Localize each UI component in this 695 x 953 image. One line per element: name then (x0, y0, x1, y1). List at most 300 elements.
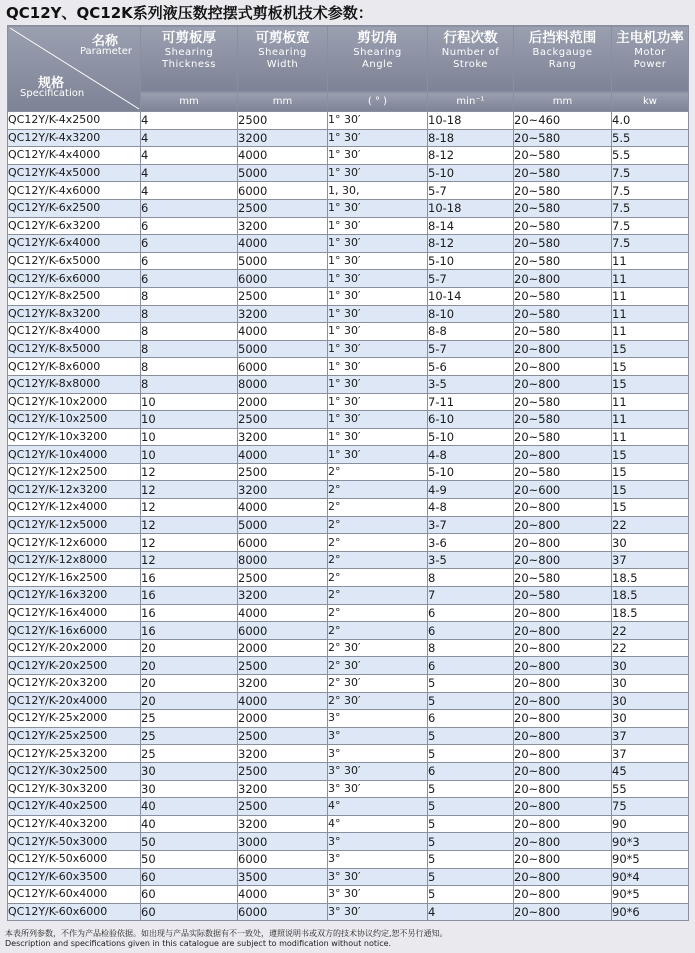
cell-stroke: 5 (428, 798, 514, 816)
table-row (8, 287, 689, 305)
cell-thickness: 6 (141, 270, 238, 288)
cell-width: 4000 (238, 323, 328, 341)
cell-width: 3200 (238, 217, 328, 235)
cell-angle: 2° (328, 499, 428, 517)
table-body (8, 112, 689, 921)
unit-angle: ( ° ) (328, 92, 428, 112)
cell-backgauge: 20~800 (514, 833, 612, 851)
cell-thickness: 4 (141, 112, 238, 130)
cell-stroke: 5 (428, 868, 514, 886)
cell-thickness: 10 (141, 446, 238, 464)
parameter-label-cn: 名称 (91, 34, 118, 49)
cell-thickness: 8 (141, 375, 238, 393)
spec-table (7, 25, 689, 921)
cell-thickness: 12 (141, 551, 238, 569)
cell-stroke: 7 (428, 587, 514, 605)
cell-thickness: 8 (141, 340, 238, 358)
cell-power: 15 (612, 358, 689, 376)
cell-angle: 1° 30′ (328, 323, 428, 341)
cell-angle: 2° (328, 604, 428, 622)
table-row (8, 112, 689, 130)
cell-stroke: 10-18 (428, 112, 514, 130)
cell-model: QC12Y/K-25x2500 (8, 727, 141, 745)
cell-width: 2500 (238, 411, 328, 429)
cell-backgauge: 20~800 (514, 446, 612, 464)
cell-power: 7.5 (612, 199, 689, 217)
cell-backgauge: 20~800 (514, 604, 612, 622)
cell-backgauge: 20~800 (514, 868, 612, 886)
cell-power: 90*3 (612, 833, 689, 851)
cell-backgauge: 20~800 (514, 727, 612, 745)
cell-angle: 1° 30′ (328, 428, 428, 446)
cell-thickness: 4 (141, 164, 238, 182)
cell-stroke: 8-12 (428, 235, 514, 253)
cell-backgauge: 20~580 (514, 393, 612, 411)
unit-width: mm (238, 92, 328, 112)
cell-width: 5000 (238, 252, 328, 270)
cell-width: 2500 (238, 727, 328, 745)
cell-stroke: 5-7 (428, 182, 514, 200)
cell-backgauge: 20~800 (514, 622, 612, 640)
cell-power: 15 (612, 463, 689, 481)
cell-angle: 3° 30′ (328, 886, 428, 904)
cell-backgauge: 20~580 (514, 323, 612, 341)
cell-width: 5000 (238, 516, 328, 534)
cell-width: 2000 (238, 639, 328, 657)
cell-model: QC12Y/K-4x6000 (8, 182, 141, 200)
cell-model: QC12Y/K-6x2500 (8, 199, 141, 217)
cell-width: 3200 (238, 587, 328, 605)
cell-stroke: 5 (428, 833, 514, 851)
cell-thickness: 20 (141, 657, 238, 675)
cell-power: 11 (612, 252, 689, 270)
cell-angle: 2° (328, 622, 428, 640)
unit-thickness: mm (141, 92, 238, 112)
specification-label-en: Specification (20, 88, 85, 99)
cell-angle: 3° (328, 745, 428, 763)
cell-backgauge: 20~580 (514, 287, 612, 305)
cell-thickness: 12 (141, 463, 238, 481)
cell-angle: 1° 30′ (328, 270, 428, 288)
cell-model: QC12Y/K-12x8000 (8, 551, 141, 569)
cell-width: 3500 (238, 868, 328, 886)
cell-power: 18.5 (612, 569, 689, 587)
cell-angle: 3° 30′ (328, 780, 428, 798)
cell-power: 11 (612, 287, 689, 305)
cell-width: 8000 (238, 375, 328, 393)
cell-model: QC12Y/K-20x2000 (8, 639, 141, 657)
table-row (8, 675, 689, 693)
cell-angle: 2° (328, 516, 428, 534)
cell-stroke: 10-14 (428, 287, 514, 305)
table-row (8, 516, 689, 534)
cell-stroke: 5-7 (428, 340, 514, 358)
table-row (8, 164, 689, 182)
cell-angle: 3° (328, 727, 428, 745)
cell-power: 11 (612, 411, 689, 429)
cell-width: 6000 (238, 270, 328, 288)
cell-angle: 1° 30′ (328, 340, 428, 358)
cell-stroke: 5-10 (428, 164, 514, 182)
cell-stroke: 3-7 (428, 516, 514, 534)
unit-backgauge: mm (514, 92, 612, 112)
cell-thickness: 12 (141, 481, 238, 499)
cell-stroke: 8-8 (428, 323, 514, 341)
cell-model: QC12Y/K-16x4000 (8, 604, 141, 622)
cell-model: QC12Y/K-8x6000 (8, 358, 141, 376)
cell-thickness: 60 (141, 903, 238, 921)
table-row (8, 903, 689, 921)
cell-width: 6000 (238, 358, 328, 376)
cell-stroke: 5 (428, 692, 514, 710)
cell-power: 22 (612, 622, 689, 640)
table-row (8, 147, 689, 165)
cell-model: QC12Y/K-60x4000 (8, 886, 141, 904)
cell-angle: 1° 30′ (328, 129, 428, 147)
table-row (8, 534, 689, 552)
cell-power: 7.5 (612, 182, 689, 200)
cell-angle: 3° 30′ (328, 762, 428, 780)
cell-thickness: 16 (141, 604, 238, 622)
cell-width: 4000 (238, 692, 328, 710)
cell-power: 37 (612, 727, 689, 745)
cell-angle: 1° 30′ (328, 411, 428, 429)
cell-stroke: 5 (428, 886, 514, 904)
cell-backgauge: 20~580 (514, 428, 612, 446)
diagonal-header-cell (8, 26, 141, 112)
cell-width: 4000 (238, 235, 328, 253)
cell-width: 3200 (238, 745, 328, 763)
cell-thickness: 8 (141, 287, 238, 305)
cell-angle: 3° (328, 833, 428, 851)
cell-stroke: 4-8 (428, 499, 514, 517)
table-row (8, 499, 689, 517)
cell-model: QC12Y/K-25x3200 (8, 745, 141, 763)
cell-width: 6000 (238, 903, 328, 921)
cell-thickness: 16 (141, 569, 238, 587)
cell-width: 2500 (238, 798, 328, 816)
cell-stroke: 8 (428, 569, 514, 587)
cell-model: QC12Y/K-10x3200 (8, 428, 141, 446)
cell-power: 22 (612, 516, 689, 534)
table-row (8, 710, 689, 728)
cell-backgauge: 20~800 (514, 692, 612, 710)
cell-thickness: 6 (141, 235, 238, 253)
cell-thickness: 20 (141, 692, 238, 710)
cell-model: QC12Y/K-10x4000 (8, 446, 141, 464)
page-title: QC12Y、QC12K系列液压数控摆式剪板机技术参数： (6, 4, 373, 22)
cell-backgauge: 20~800 (514, 903, 612, 921)
cell-power: 30 (612, 675, 689, 693)
cell-backgauge: 20~800 (514, 762, 612, 780)
cell-model: QC12Y/K-60x6000 (8, 903, 141, 921)
cell-width: 2000 (238, 393, 328, 411)
cell-backgauge: 20~800 (514, 516, 612, 534)
cell-stroke: 8-12 (428, 147, 514, 165)
cell-width: 2500 (238, 112, 328, 130)
cell-model: QC12Y/K-50x6000 (8, 850, 141, 868)
cell-backgauge: 20~580 (514, 147, 612, 165)
cell-power: 22 (612, 639, 689, 657)
cell-power: 30 (612, 657, 689, 675)
cell-backgauge: 20~460 (514, 112, 612, 130)
cell-stroke: 4-9 (428, 481, 514, 499)
cell-angle: 2° 30′ (328, 675, 428, 693)
cell-stroke: 7-11 (428, 393, 514, 411)
table-row (8, 692, 689, 710)
cell-stroke: 5-7 (428, 270, 514, 288)
table-row (8, 622, 689, 640)
cell-width: 6000 (238, 534, 328, 552)
table-row (8, 446, 689, 464)
cell-power: 90*4 (612, 868, 689, 886)
cell-model: QC12Y/K-30x2500 (8, 762, 141, 780)
cell-width: 6000 (238, 182, 328, 200)
cell-model: QC12Y/K-16x3200 (8, 587, 141, 605)
cell-angle: 2° (328, 463, 428, 481)
cell-angle: 2° (328, 587, 428, 605)
cell-power: 11 (612, 270, 689, 288)
cell-power: 90*5 (612, 886, 689, 904)
cell-backgauge: 20~580 (514, 129, 612, 147)
cell-thickness: 8 (141, 323, 238, 341)
cell-backgauge: 20~580 (514, 569, 612, 587)
cell-width: 4000 (238, 886, 328, 904)
cell-power: 55 (612, 780, 689, 798)
cell-angle: 3° (328, 850, 428, 868)
cell-thickness: 25 (141, 727, 238, 745)
table-row (8, 270, 689, 288)
cell-stroke: 3-6 (428, 534, 514, 552)
cell-backgauge: 20~800 (514, 551, 612, 569)
cell-model: QC12Y/K-16x6000 (8, 622, 141, 640)
cell-thickness: 4 (141, 129, 238, 147)
cell-width: 3000 (238, 833, 328, 851)
cell-thickness: 30 (141, 780, 238, 798)
table-row (8, 323, 689, 341)
cell-backgauge: 20~580 (514, 411, 612, 429)
cell-stroke: 6 (428, 604, 514, 622)
cell-power: 4.0 (612, 112, 689, 130)
cell-thickness: 50 (141, 833, 238, 851)
cell-stroke: 6 (428, 710, 514, 728)
cell-thickness: 6 (141, 252, 238, 270)
col-header-thickness: 可剪板厚 Shearing Thickness (141, 26, 238, 92)
table-row (8, 182, 689, 200)
cell-power: 11 (612, 428, 689, 446)
cell-width: 5000 (238, 164, 328, 182)
cell-thickness: 4 (141, 147, 238, 165)
cell-backgauge: 20~800 (514, 815, 612, 833)
cell-backgauge: 20~800 (514, 534, 612, 552)
cell-width: 3200 (238, 780, 328, 798)
cell-stroke: 10-18 (428, 199, 514, 217)
col-header-power: 主电机功率 Motor Power (612, 26, 689, 92)
cell-angle: 2° (328, 569, 428, 587)
cell-width: 4000 (238, 147, 328, 165)
cell-backgauge: 20~800 (514, 850, 612, 868)
table-row (8, 886, 689, 904)
cell-angle: 1° 30′ (328, 147, 428, 165)
cell-model: QC12Y/K-6x5000 (8, 252, 141, 270)
cell-stroke: 6 (428, 762, 514, 780)
footnote (5, 929, 448, 949)
cell-width: 3200 (238, 428, 328, 446)
table-row (8, 833, 689, 851)
table-row (8, 727, 689, 745)
parameter-label-en: Parameter (79, 46, 132, 57)
cell-stroke: 5-10 (428, 428, 514, 446)
cell-angle: 1° 30′ (328, 358, 428, 376)
table-row (8, 657, 689, 675)
cell-model: QC12Y/K-50x3000 (8, 833, 141, 851)
cell-angle: 1° 30′ (328, 252, 428, 270)
table-row (8, 375, 689, 393)
cell-width: 6000 (238, 622, 328, 640)
cell-power: 75 (612, 798, 689, 816)
cell-model: QC12Y/K-60x3500 (8, 868, 141, 886)
table-row (8, 428, 689, 446)
cell-width: 2500 (238, 762, 328, 780)
cell-model: QC12Y/K-6x3200 (8, 217, 141, 235)
cell-backgauge: 20~800 (514, 886, 612, 904)
cell-model: QC12Y/K-10x2000 (8, 393, 141, 411)
cell-stroke: 4-8 (428, 446, 514, 464)
cell-thickness: 16 (141, 587, 238, 605)
cell-power: 90*5 (612, 850, 689, 868)
cell-backgauge: 20~800 (514, 780, 612, 798)
cell-angle: 4° (328, 815, 428, 833)
table-row (8, 639, 689, 657)
cell-thickness: 8 (141, 358, 238, 376)
cell-thickness: 8 (141, 305, 238, 323)
cell-thickness: 6 (141, 217, 238, 235)
cell-angle: 2° (328, 551, 428, 569)
cell-stroke: 5-10 (428, 252, 514, 270)
cell-backgauge: 20~800 (514, 358, 612, 376)
cell-power: 15 (612, 375, 689, 393)
cell-power: 30 (612, 710, 689, 728)
cell-model: QC12Y/K-12x5000 (8, 516, 141, 534)
cell-thickness: 30 (141, 762, 238, 780)
cell-angle: 1° 30′ (328, 164, 428, 182)
cell-thickness: 60 (141, 868, 238, 886)
cell-power: 15 (612, 481, 689, 499)
cell-model: QC12Y/K-40x2500 (8, 798, 141, 816)
cell-width: 2500 (238, 463, 328, 481)
cell-angle: 1° 30′ (328, 112, 428, 130)
table-row (8, 815, 689, 833)
col-header-angle: 剪切角 Shearing Angle (328, 26, 428, 92)
cell-width: 4000 (238, 446, 328, 464)
cell-stroke: 3-5 (428, 375, 514, 393)
cell-thickness: 4 (141, 182, 238, 200)
cell-angle: 3° 30′ (328, 868, 428, 886)
table-row (8, 358, 689, 376)
cell-model: QC12Y/K-4x5000 (8, 164, 141, 182)
cell-stroke: 8 (428, 639, 514, 657)
cell-model: QC12Y/K-12x4000 (8, 499, 141, 517)
cell-backgauge: 20~580 (514, 164, 612, 182)
cell-power: 30 (612, 534, 689, 552)
cell-thickness: 6 (141, 199, 238, 217)
footnote-en: Description and specifications given in this catalogue are subject to modification without notice. (5, 939, 392, 948)
cell-power: 5.5 (612, 147, 689, 165)
table-row (8, 463, 689, 481)
cell-power: 90*6 (612, 903, 689, 921)
cell-angle: 1, 30, (328, 182, 428, 200)
cell-power: 7.5 (612, 235, 689, 253)
cell-model: QC12Y/K-8x2500 (8, 287, 141, 305)
cell-model: QC12Y/K-6x4000 (8, 235, 141, 253)
cell-backgauge: 20~800 (514, 340, 612, 358)
cell-backgauge: 20~800 (514, 639, 612, 657)
cell-backgauge: 20~800 (514, 270, 612, 288)
cell-angle: 1° 30′ (328, 375, 428, 393)
cell-angle: 1° 30′ (328, 305, 428, 323)
cell-power: 11 (612, 305, 689, 323)
cell-stroke: 6 (428, 622, 514, 640)
cell-angle: 3° 30′ (328, 903, 428, 921)
cell-stroke: 8-18 (428, 129, 514, 147)
cell-backgauge: 20~800 (514, 710, 612, 728)
cell-backgauge: 20~800 (514, 499, 612, 517)
cell-thickness: 25 (141, 710, 238, 728)
cell-width: 3200 (238, 129, 328, 147)
cell-width: 3200 (238, 305, 328, 323)
cell-thickness: 10 (141, 393, 238, 411)
cell-thickness: 12 (141, 516, 238, 534)
table-row (8, 199, 689, 217)
cell-power: 7.5 (612, 217, 689, 235)
table-row (8, 850, 689, 868)
cell-width: 6000 (238, 850, 328, 868)
footnote-cn: 本表所列参数，不作为产品检验依据。如出现与产品实际数据有不一致处，遵照说明书或双方的技术协议约定,恕不另行通知。 (5, 929, 448, 938)
cell-backgauge: 20~800 (514, 375, 612, 393)
cell-stroke: 5 (428, 850, 514, 868)
cell-model: QC12Y/K-12x3200 (8, 481, 141, 499)
cell-thickness: 20 (141, 675, 238, 693)
cell-stroke: 6-10 (428, 411, 514, 429)
cell-thickness: 12 (141, 534, 238, 552)
cell-width: 2500 (238, 199, 328, 217)
specification-label-cn: 规格 (38, 76, 65, 91)
header-row (8, 26, 689, 92)
cell-width: 5000 (238, 340, 328, 358)
cell-model: QC12Y/K-8x4000 (8, 323, 141, 341)
cell-model: QC12Y/K-20x4000 (8, 692, 141, 710)
table-row (8, 587, 689, 605)
cell-power: 37 (612, 745, 689, 763)
cell-angle: 4° (328, 798, 428, 816)
cell-backgauge: 20~580 (514, 587, 612, 605)
cell-backgauge: 20~580 (514, 217, 612, 235)
cell-model: QC12Y/K-40x3200 (8, 815, 141, 833)
cell-stroke: 5 (428, 745, 514, 763)
cell-model: QC12Y/K-8x5000 (8, 340, 141, 358)
table-row (8, 780, 689, 798)
cell-backgauge: 20~800 (514, 745, 612, 763)
cell-width: 3200 (238, 675, 328, 693)
table-row (8, 393, 689, 411)
cell-width: 4000 (238, 604, 328, 622)
cell-power: 7.5 (612, 164, 689, 182)
cell-model: QC12Y/K-16x2500 (8, 569, 141, 587)
cell-power: 37 (612, 551, 689, 569)
cell-angle: 1° 30′ (328, 393, 428, 411)
cell-thickness: 60 (141, 886, 238, 904)
col-header-backgauge: 后挡料范围 Backgauge Rang (514, 26, 612, 92)
